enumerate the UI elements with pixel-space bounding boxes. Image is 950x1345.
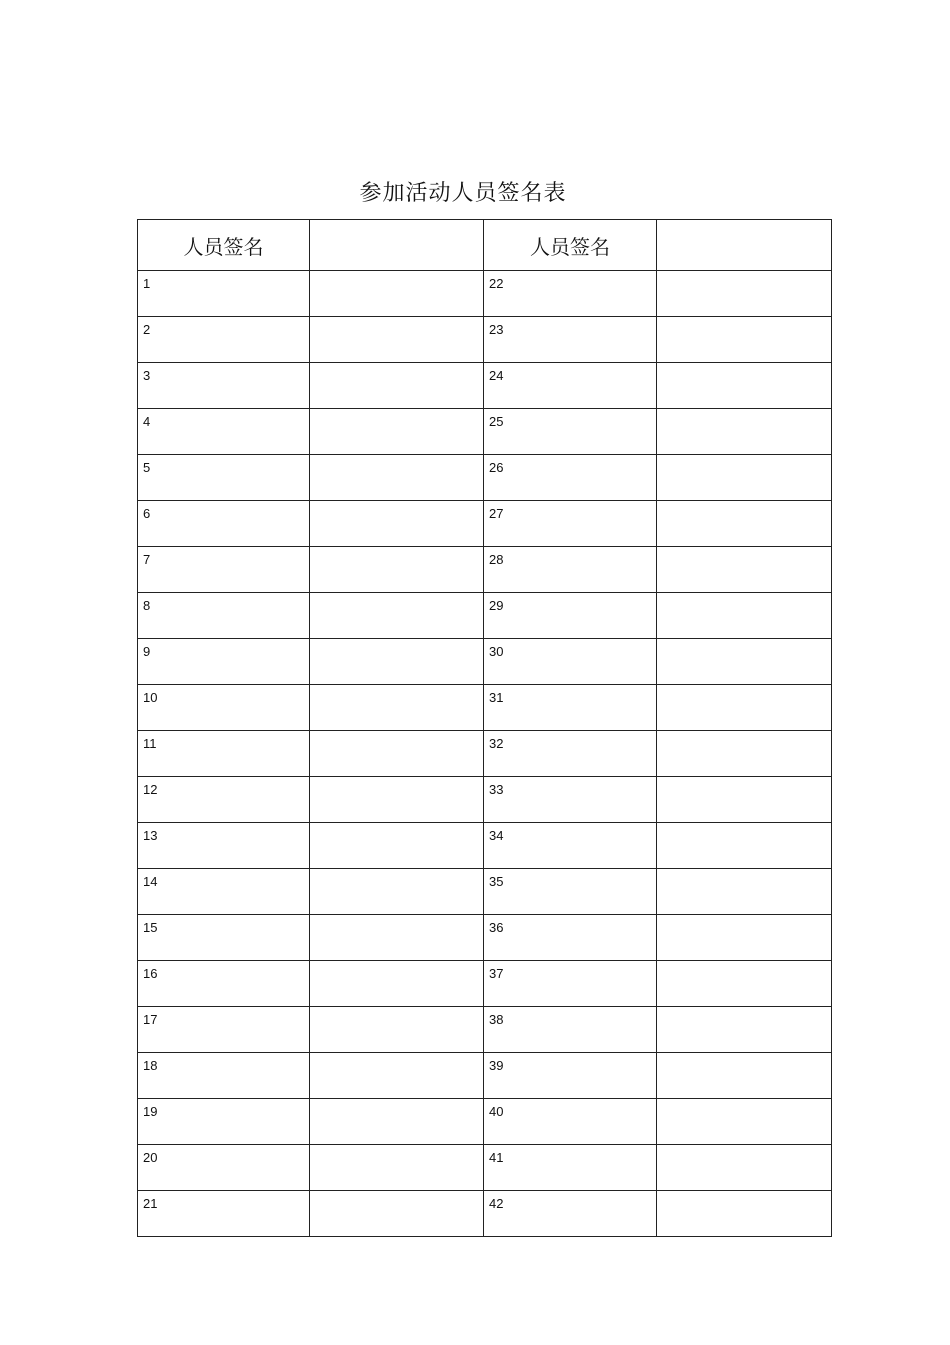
row-number-cell-right (484, 915, 657, 961)
table-row (138, 317, 832, 363)
row-number-left: 8 (143, 598, 151, 613)
row-number-right: 26 (489, 460, 504, 475)
row-number-cell-right (484, 639, 657, 685)
signature-cell-left[interactable] (310, 869, 484, 915)
row-number-cell-right (484, 1053, 657, 1099)
page-title: 参加活动人员签名表 (359, 181, 567, 206)
signature-cell-left[interactable] (310, 915, 484, 961)
signature-table (137, 219, 832, 1237)
signature-cell-right[interactable] (657, 731, 832, 777)
table-row (138, 1007, 832, 1053)
row-number-cell-left (138, 1053, 310, 1099)
signature-cell-left[interactable] (310, 731, 484, 777)
signature-cell-left[interactable] (310, 455, 484, 501)
row-number-cell-left (138, 869, 310, 915)
row-number-left: 3 (143, 368, 151, 383)
header-row (138, 220, 832, 271)
row-number-left: 7 (143, 552, 151, 567)
table-row (138, 685, 832, 731)
row-number-cell-right (484, 823, 657, 869)
signature-cell-left[interactable] (310, 501, 484, 547)
row-number-right: 41 (489, 1150, 504, 1165)
signature-cell-right[interactable] (657, 777, 832, 823)
row-number-cell-left (138, 501, 310, 547)
table-row (138, 1191, 832, 1237)
row-number-left: 10 (143, 690, 158, 705)
row-number-left: 13 (143, 828, 158, 843)
signature-cell-right[interactable] (657, 271, 832, 317)
signature-cell-left[interactable] (310, 639, 484, 685)
row-number-cell-left (138, 823, 310, 869)
signature-cell-left[interactable] (310, 317, 484, 363)
row-number-right: 34 (489, 828, 504, 843)
row-number-right: 37 (489, 966, 504, 981)
row-number-cell-left (138, 271, 310, 317)
row-number-cell-left (138, 593, 310, 639)
row-number-cell-left (138, 363, 310, 409)
row-number-cell-left (138, 685, 310, 731)
row-number-cell-right (484, 547, 657, 593)
table-row (138, 363, 832, 409)
row-number-left: 14 (143, 874, 158, 889)
header-blank-right (657, 220, 832, 271)
row-number-right: 28 (489, 552, 504, 567)
signature-cell-right[interactable] (657, 501, 832, 547)
row-number-cell-left (138, 1099, 310, 1145)
signature-cell-left[interactable] (310, 1007, 484, 1053)
table-row (138, 409, 832, 455)
table-row (138, 1145, 832, 1191)
row-number-cell-left (138, 731, 310, 777)
table-row (138, 915, 832, 961)
table-row (138, 639, 832, 685)
row-number-cell-left (138, 777, 310, 823)
row-number-cell-left (138, 915, 310, 961)
signature-cell-right[interactable] (657, 593, 832, 639)
signature-cell-left[interactable] (310, 777, 484, 823)
signature-cell-right[interactable] (657, 915, 832, 961)
row-number-cell-right (484, 1145, 657, 1191)
signature-cell-left[interactable] (310, 1145, 484, 1191)
signature-cell-right[interactable] (657, 869, 832, 915)
signature-cell-left[interactable] (310, 271, 484, 317)
row-number-left: 6 (143, 506, 151, 521)
signature-cell-right[interactable] (657, 363, 832, 409)
row-number-cell-right (484, 501, 657, 547)
row-number-cell-left (138, 317, 310, 363)
row-number-cell-left (138, 455, 310, 501)
signature-cell-right[interactable] (657, 455, 832, 501)
row-number-cell-right (484, 777, 657, 823)
row-number-left: 21 (143, 1196, 158, 1211)
row-number-cell-right (484, 961, 657, 1007)
row-number-right: 31 (489, 690, 504, 705)
row-number-cell-right (484, 317, 657, 363)
row-number-right: 35 (489, 874, 504, 889)
row-number-cell-right (484, 363, 657, 409)
signature-cell-left[interactable] (310, 685, 484, 731)
row-number-right: 32 (489, 736, 504, 751)
row-number-cell-left (138, 639, 310, 685)
row-number-left: 18 (143, 1058, 158, 1073)
row-number-right: 29 (489, 598, 504, 613)
row-number-right: 24 (489, 368, 504, 383)
table-row (138, 823, 832, 869)
row-number-cell-right (484, 409, 657, 455)
row-number-left: 11 (143, 736, 157, 751)
row-number-cell-right (484, 1007, 657, 1053)
row-number-cell-left (138, 1191, 310, 1237)
row-number-cell-right (484, 1099, 657, 1145)
row-number-right: 22 (489, 276, 504, 291)
table-body (138, 271, 832, 1237)
header-signature-right: 人员签名 (484, 220, 657, 271)
header-signature-left: 人员签名 (138, 220, 310, 271)
row-number-right: 33 (489, 782, 504, 797)
header-blank-left (310, 220, 484, 271)
signature-cell-left[interactable] (310, 409, 484, 455)
row-number-left: 2 (143, 322, 151, 337)
row-number-right: 38 (489, 1012, 504, 1027)
row-number-cell-left (138, 1007, 310, 1053)
table-row (138, 547, 832, 593)
signature-cell-left[interactable] (310, 1191, 484, 1237)
row-number-cell-right (484, 1191, 657, 1237)
signature-cell-left[interactable] (310, 547, 484, 593)
row-number-right: 23 (489, 322, 504, 337)
row-number-right: 25 (489, 414, 504, 429)
signature-cell-left[interactable] (310, 1099, 484, 1145)
signature-cell-right[interactable] (657, 317, 832, 363)
row-number-cell-right (484, 731, 657, 777)
table-row (138, 961, 832, 1007)
row-number-right: 27 (489, 506, 504, 521)
row-number-right: 36 (489, 920, 504, 935)
row-number-cell-right (484, 593, 657, 639)
signature-cell-left[interactable] (310, 363, 484, 409)
table-row (138, 777, 832, 823)
signature-cell-right[interactable] (657, 1053, 832, 1099)
row-number-cell-right (484, 685, 657, 731)
table-row (138, 501, 832, 547)
row-number-left: 19 (143, 1104, 158, 1119)
row-number-cell-right (484, 271, 657, 317)
row-number-cell-left (138, 961, 310, 1007)
signature-cell-right[interactable] (657, 1145, 832, 1191)
row-number-cell-left (138, 547, 310, 593)
table-row (138, 593, 832, 639)
signature-cell-right[interactable] (657, 409, 832, 455)
table-row (138, 1099, 832, 1145)
signature-cell-right[interactable] (657, 639, 832, 685)
row-number-right: 30 (489, 644, 504, 659)
row-number-cell-right (484, 455, 657, 501)
signature-cell-right[interactable] (657, 547, 832, 593)
row-number-cell-left (138, 409, 310, 455)
signature-cell-right[interactable] (657, 1099, 832, 1145)
row-number-left: 9 (143, 644, 151, 659)
row-number-left: 17 (143, 1012, 158, 1027)
signature-cell-left[interactable] (310, 823, 484, 869)
signature-cell-left[interactable] (310, 593, 484, 639)
signature-cell-right[interactable] (657, 1191, 832, 1237)
row-number-left: 16 (143, 966, 158, 981)
table-row (138, 1053, 832, 1099)
row-number-right: 42 (489, 1196, 504, 1211)
row-number-right: 40 (489, 1104, 504, 1119)
signature-cell-right[interactable] (657, 1007, 832, 1053)
signature-cell-right[interactable] (657, 961, 832, 1007)
signature-cell-left[interactable] (310, 1053, 484, 1099)
table-row (138, 869, 832, 915)
table-row (138, 271, 832, 317)
row-number-cell-left (138, 1145, 310, 1191)
row-number-left: 5 (143, 460, 151, 475)
signature-cell-right[interactable] (657, 685, 832, 731)
row-number-left: 1 (143, 276, 151, 291)
table-row (138, 731, 832, 777)
table-row (138, 455, 832, 501)
row-number-left: 20 (143, 1150, 158, 1165)
row-number-left: 12 (143, 782, 158, 797)
signature-cell-left[interactable] (310, 961, 484, 1007)
row-number-cell-right (484, 869, 657, 915)
signature-cell-right[interactable] (657, 823, 832, 869)
row-number-right: 39 (489, 1058, 504, 1073)
row-number-left: 4 (143, 414, 151, 429)
row-number-left: 15 (143, 920, 158, 935)
